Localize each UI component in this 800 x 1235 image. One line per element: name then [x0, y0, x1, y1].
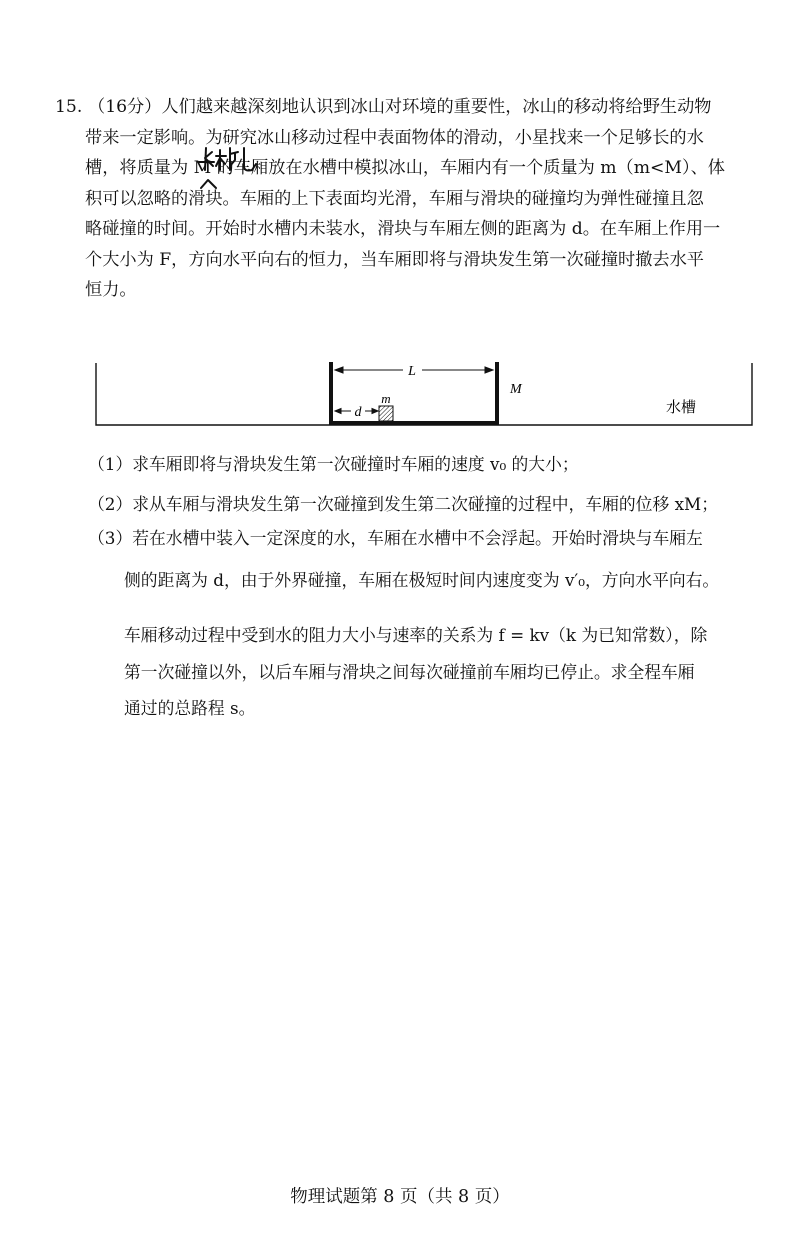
question-line-2: 带来一定影响。为研究冰山移动过程中表面物体的滑动，小星找来一个足够长的水 [85, 127, 704, 148]
question-line-4: 积可以忽略的滑块。车厢的上下表面均光滑，车厢与滑块的碰撞均为弹性碰撞且忽 [85, 188, 704, 209]
question-line-5: 略碰撞的时间。开始时水槽内未装水，滑块与车厢左侧的距离为 d。在车厢上作用一 [85, 219, 721, 239]
label-L: L [408, 364, 416, 379]
part-2: （2）求从车厢与滑块发生第一次碰撞到发生第二次碰撞的过程中，车厢的位移 xM； [88, 494, 719, 514]
tank-diagram [88, 355, 760, 455]
part-3-line-1: （3）若在水槽中装入一定深度的水，车厢在水槽中不会浮起。开始时滑块与车厢左 [88, 528, 703, 548]
label-m: m [381, 391, 391, 406]
part-3-line-4: 第一次碰撞以外，以后车厢与滑块之间每次碰撞前车厢均已停止。求全程车厢 [124, 662, 695, 682]
question-15 [55, 92, 755, 306]
label-tank: 水槽 [666, 398, 697, 416]
question-line-3: 槽，将质量为 M 的车厢放在水槽中模拟冰山，车厢内有一个质量为 m（m<M）、体 [85, 158, 725, 178]
question-number: 15. [55, 97, 83, 117]
label-M: M [510, 382, 522, 397]
question-line-7: 恒力。 [85, 280, 137, 300]
part-3-line-5: 通过的总路程 s。 [124, 698, 256, 718]
label-d: d [354, 405, 362, 420]
question-line-6: 个大小为 F，方向水平向右的恒力，当车厢即将与滑块发生第一次碰撞时撤去水平 [85, 249, 704, 270]
part-3-line-3: 车厢移动过程中受到水的阻力大小与速率的关系为 f = kv（k 为已知常数），除 [124, 625, 708, 645]
tank-outline [96, 363, 752, 425]
part-3-line-2: 侧的距离为 d，由于外界碰撞，车厢在极短时间内速度变为 v′₀，方向水平向右。 [124, 570, 720, 590]
handwritten-annotation [196, 142, 258, 194]
part-1: （1）求车厢即将与滑块发生第一次碰撞时车厢的速度 v₀ 的大小； [88, 454, 579, 474]
question-line-1: 15. （16分）人们越来越深刻地认识到冰山对环境的重要性，冰山的移动将给野生动物 [55, 92, 755, 123]
question-score: （16分） [88, 97, 162, 117]
slider-block [379, 406, 393, 421]
page-footer: 物理试题第 8 页（共 8 页） [290, 1187, 510, 1207]
